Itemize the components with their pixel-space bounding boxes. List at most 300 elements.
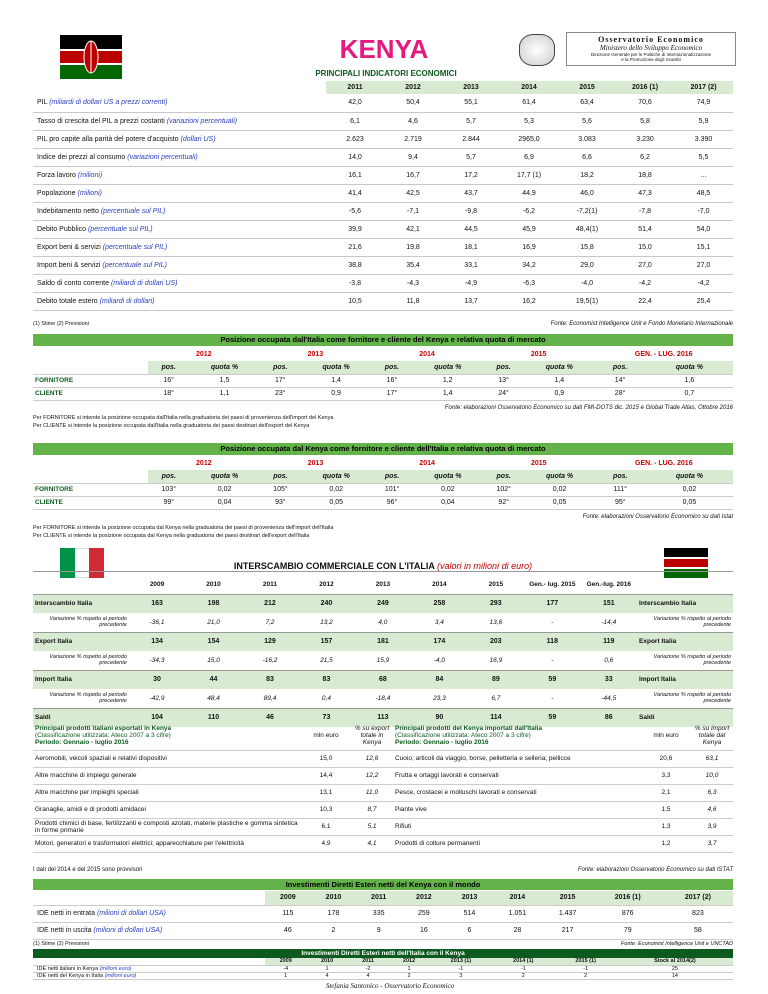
ide-row — [33, 905, 733, 922]
ide-value: -1 — [430, 965, 492, 972]
pos-value: 95° — [595, 496, 646, 509]
inter-var-value: 15,0 — [207, 656, 220, 664]
inter-value: 203 — [468, 632, 524, 651]
ide-value: -1 — [492, 965, 554, 972]
indicator-value: 4,6 — [384, 112, 442, 130]
pos-value: 101° — [371, 483, 413, 496]
product-left: Altre macchine di impiego generale — [33, 767, 301, 784]
indicator-value: -6,2 — [500, 202, 558, 220]
pos-value: 96° — [371, 496, 413, 509]
ide-value: -1 — [554, 965, 616, 972]
author-signature: Stefania Santonico - Osservatorio Economico — [325, 982, 455, 990]
indicator-name: Import beni & servizi — [37, 261, 101, 269]
inter-value: 157 — [298, 632, 354, 651]
pos-value: 0,02 — [646, 483, 733, 496]
inter-var-value: - — [551, 656, 554, 664]
indicator-name: Indice dei prezzi al consumo — [37, 153, 126, 161]
inter-row-label-right: Interscambio Italia — [637, 594, 733, 613]
product-right-share: 10,0 — [691, 767, 733, 784]
ide-year: 2014 — [492, 891, 542, 905]
pos-value: 16° — [148, 374, 189, 387]
indicator-value: 18,2 — [558, 166, 616, 184]
pos-italy-table — [33, 348, 733, 401]
product-right-value: 1,5 — [641, 801, 691, 818]
inter-value: 198 — [185, 594, 241, 613]
indicator-value: 21,6 — [326, 238, 384, 256]
indicator-value: 70,6 — [616, 94, 674, 112]
indicator-value: 5,9 — [674, 112, 733, 130]
ide-value: 14 — [617, 972, 733, 979]
pos-value: 0,02 — [301, 483, 371, 496]
ide-value: 25 — [617, 965, 733, 972]
pos-value: 1,5 — [189, 374, 259, 387]
inter-row — [33, 594, 733, 613]
col-exp: % su export totale in Kenya — [351, 722, 393, 750]
indicator-value: 51,4 — [616, 220, 674, 238]
indicator-value: 2965,0 — [500, 130, 558, 148]
product-left-value: 13,1 — [301, 784, 351, 801]
inter-value: 89 — [468, 670, 524, 689]
pos-value: 1,6 — [646, 374, 733, 387]
indicator-value: 34,2 — [500, 256, 558, 274]
inter-var-value: -16,2 — [262, 656, 278, 664]
ide-value: 3 — [430, 972, 492, 979]
indicator-unit: (milioni) — [77, 171, 103, 179]
indicator-value: 3.390 — [674, 130, 733, 148]
indicator-label — [33, 148, 326, 166]
pos-value: 28° — [594, 387, 645, 400]
indicator-value: 14,0 — [326, 148, 384, 166]
indicator-value: 16,1 — [326, 166, 384, 184]
pos-col: pos. — [594, 361, 645, 374]
product-row — [33, 750, 733, 767]
indicator-row — [33, 220, 733, 238]
pos-value: 0,05 — [524, 496, 594, 509]
pos-value: 1,4 — [524, 374, 594, 387]
inter-var-row — [33, 613, 733, 632]
indicator-value: -4,2 — [674, 274, 733, 292]
inter-row-label: Interscambio Italia — [33, 594, 129, 613]
ide-italy-banner: Investimenti Diretti Esteri netti dell'Italia con il Kenya — [33, 949, 733, 958]
pos-col: pos. — [483, 361, 524, 374]
indicator-unit: (variazioni percentuali) — [127, 153, 198, 161]
pos-value: 0,02 — [524, 483, 594, 496]
pos-value: 0,9 — [301, 387, 371, 400]
inter-value: 46 — [242, 708, 298, 727]
product-right-value: 20,6 — [641, 750, 691, 767]
inter-year: 2010 — [206, 580, 221, 588]
product-left-share: 8,7 — [351, 801, 393, 818]
pos-value: 16° — [371, 374, 412, 387]
ide-value: 16 — [401, 922, 447, 939]
indicator-value: -4,0 — [558, 274, 616, 292]
inter-value: 181 — [355, 632, 411, 651]
inter-value: 90 — [411, 708, 467, 727]
product-left-share: 5,1 — [351, 818, 393, 835]
product-left-share: 11,0 — [351, 784, 393, 801]
product-row — [33, 801, 733, 818]
pos-year: 2014 — [419, 351, 435, 358]
inter-var-value: -44,5 — [601, 694, 617, 702]
pos-value: 18° — [148, 387, 189, 400]
pos-row-label: FORNITORE — [33, 483, 148, 496]
indicator-label — [33, 238, 326, 256]
product-row — [33, 767, 733, 784]
var-label-left: Variazione % rispetto al periodo precedente — [49, 692, 127, 705]
product-right-share: 3,7 — [691, 835, 733, 852]
indicator-value: 44,9 — [500, 184, 558, 202]
ide-table — [33, 891, 733, 940]
indicator-value: 2.623 — [326, 130, 384, 148]
share-col: quota % — [646, 361, 733, 374]
blank-cell — [33, 575, 129, 594]
indicator-value: 5,5 — [674, 148, 733, 166]
pos-year: 2012 — [196, 351, 212, 358]
pos-col: pos. — [371, 361, 412, 374]
pos-year: 2013 — [307, 351, 324, 358]
inter-var-value: -14,4 — [601, 618, 617, 626]
ide-value: 79 — [593, 922, 663, 939]
inter-value: 129 — [242, 632, 298, 651]
indicator-label — [33, 256, 326, 274]
pos-col: pos. — [148, 361, 189, 374]
pos-value: 17° — [371, 387, 412, 400]
pos-kenya-note-1: Per FORNITORE si intende la posizione occupata dal Kenya nella graduatoria dei paesi di provenienza dell'import dell'Italia — [33, 525, 334, 531]
ide-value: 217 — [542, 922, 592, 939]
inter-value: 83 — [242, 670, 298, 689]
pos-row — [33, 496, 733, 509]
product-left-share: 12,6 — [351, 750, 393, 767]
ide-value: -4 — [265, 965, 306, 972]
pos-value: 99° — [148, 496, 190, 509]
inter-year-row — [33, 575, 733, 594]
ide-label: IDE netti italiani in Kenya (milioni euro) — [33, 965, 265, 972]
indicator-value: 22,4 — [616, 292, 674, 310]
indicator-value: 27,0 — [616, 256, 674, 274]
ide-value: 823 — [663, 905, 733, 922]
product-left: Granaglie, amidi e di prodotti amidacei — [33, 801, 301, 818]
inter-var-value: -18,4 — [375, 694, 391, 702]
inter-var-value: 0,6 — [604, 656, 614, 664]
inter-value: 249 — [355, 594, 411, 613]
pos-year: GEN. - LUG. 2016 — [635, 460, 693, 467]
ide-year: 2011 — [356, 891, 401, 905]
indicator-row — [33, 202, 733, 220]
share-col: quota % — [413, 361, 483, 374]
product-right-share: 63,1 — [691, 750, 733, 767]
indicator-value: … — [674, 166, 733, 184]
ide-year: 2011 — [348, 958, 389, 965]
ide-year: 2013 (1) — [430, 958, 492, 965]
product-left: Prodotti chimici di base, fertilizzanti e composti azotati, materie plastiche e gomma sintetica in forme primarie — [33, 818, 301, 835]
ide-year: 2014 (1) — [492, 958, 554, 965]
inter-var-value: 13,6 — [489, 618, 503, 626]
pos-sub-row — [33, 470, 733, 483]
blank-cell — [33, 470, 148, 483]
ide-value: 1.437 — [542, 905, 592, 922]
product-left: Altre macchine per impieghi speciali — [33, 784, 301, 801]
indicators-banner: PRINCIPALI INDICATORI ECONOMICI — [315, 69, 457, 78]
indicator-value: -5,6 — [326, 202, 384, 220]
inter-var-value: 4,0 — [378, 618, 388, 626]
indicator-row — [33, 292, 733, 310]
indicator-value: -7,1 — [384, 202, 442, 220]
indicator-value: 6,6 — [558, 148, 616, 166]
indicator-label — [33, 292, 326, 310]
indicator-value: 42,1 — [384, 220, 442, 238]
inter-value: 73 — [298, 708, 354, 727]
inter-var-value: 13,2 — [320, 618, 333, 626]
indicator-row — [33, 112, 733, 130]
var-label-right: Variazione % rispetto al periodo precedente — [653, 692, 731, 705]
pos-value: 0,04 — [190, 496, 260, 509]
indicator-value: 44,5 — [442, 220, 500, 238]
indicator-value: 18,8 — [616, 166, 674, 184]
blank-cell — [33, 348, 148, 361]
indicator-value: 54,0 — [674, 220, 733, 238]
ide-value: 178 — [311, 905, 357, 922]
inter-var-row — [33, 689, 733, 708]
product-row — [33, 784, 733, 801]
inter-var-value: 7,2 — [265, 618, 275, 626]
product-left-value: 15,0 — [301, 750, 351, 767]
inter-year: 2011 — [262, 580, 278, 588]
inter-row-label: Saldi — [33, 708, 129, 727]
pos-value: 0,9 — [524, 387, 594, 400]
inter-value: 86 — [581, 708, 637, 727]
inter-row-label: Export Italia — [33, 632, 129, 651]
inter-var-value: 3,4 — [434, 618, 444, 626]
product-right-value: 3,3 — [641, 767, 691, 784]
blank-cell — [637, 575, 733, 594]
indicator-value: 43,7 — [442, 184, 500, 202]
indicator-row — [33, 94, 733, 112]
ide-value: 28 — [492, 922, 542, 939]
inter-row-label-right: Import Italia — [637, 670, 733, 689]
indicator-value: 29,0 — [558, 256, 616, 274]
product-right-value: 1,2 — [641, 835, 691, 852]
indicator-unit: (miliardi di dollari US a prezzi correnti) — [49, 99, 168, 107]
indicator-value: 33,1 — [442, 256, 500, 274]
indicator-value: -6,3 — [500, 274, 558, 292]
indicator-value: 35,4 — [384, 256, 442, 274]
pos-italy-source: Fonte: elaborazioni Osservatorio Economico su dati FMI-DOTS dic. 2015 e Global Trade Atlas, Ottobre 2016 — [444, 405, 733, 411]
pos-kenya-note-2: Per CLIENTE si intende la posizione occupata dal Kenya nella graduatoria dei paesi destinari dell'export dell'Italia — [33, 533, 310, 539]
ide-label: IDE netti in entrata (milioni di dollari USA) — [33, 905, 265, 922]
inter-value: 119 — [581, 632, 637, 651]
indicator-value: -4,9 — [442, 274, 500, 292]
pos-value: 0,04 — [413, 496, 483, 509]
inter-value: 154 — [185, 632, 241, 651]
indicator-unit: (miliardi di dollari) — [99, 297, 155, 305]
indicator-name: Saldo di conto corrente — [37, 279, 109, 287]
inter-value: 104 — [129, 708, 185, 727]
pos-value: 92° — [483, 496, 525, 509]
indicator-row — [33, 238, 733, 256]
pos-value: 0,02 — [190, 483, 260, 496]
ide-year: 2009 — [265, 891, 311, 905]
product-right: Frutta e ortaggi lavorati e conservati — [393, 767, 641, 784]
indicator-value: 17,7 (1) — [500, 166, 558, 184]
indicators-header: 2011 2012 2013 2014 2015 2016 (1) 2017 (2) — [33, 81, 733, 94]
inter-var-value: 0,4 — [321, 694, 331, 702]
indicator-row — [33, 130, 733, 148]
indicator-unit: (dollari US) — [180, 135, 216, 143]
product-left-value: 14,4 — [301, 767, 351, 784]
indicator-value: 5,3 — [500, 112, 558, 130]
indicator-name: Export beni & servizi — [37, 243, 101, 251]
ide-value: 4 — [306, 972, 347, 979]
pos-row — [33, 387, 733, 400]
ide-row — [33, 965, 733, 972]
product-left-value: 10,3 — [301, 801, 351, 818]
inter-year: Gen.-lug. 2016 — [586, 580, 632, 588]
indicator-value: 16,7 — [384, 166, 442, 184]
ide-year: 2015 — [542, 891, 592, 905]
pos-sub-row — [33, 361, 733, 374]
product-left: Motori, generatori e trasformatori elettrici; apparecchiature per l'elettricità — [33, 835, 301, 852]
inter-year: 2013 — [375, 580, 391, 588]
inter-var-value: - — [551, 694, 554, 702]
indicator-row — [33, 256, 733, 274]
indicators-footnote: (1) Stime (2) Previsioni — [33, 321, 89, 327]
indicator-value: 50,4 — [384, 94, 442, 112]
products-head-right: Principali prodotti del Kenya importati dall'Italia (Classificazione utilizzata: Ateco 2007 a 3 cifre) Periodo: Gennaio - luglio 2016 — [393, 722, 641, 750]
indicator-unit: (percentuale sul PIL) — [100, 207, 166, 215]
pos-col: pos. — [148, 470, 190, 483]
pos-value: 1,1 — [189, 387, 259, 400]
inter-row-label-right: Saldi — [637, 708, 733, 727]
ide-year: 2009 — [265, 958, 306, 965]
inter-year: 2012 — [319, 580, 334, 588]
indicator-value: 41,4 — [326, 184, 384, 202]
ide-value: 876 — [593, 905, 663, 922]
pos-value: 111° — [595, 483, 646, 496]
indicators-table — [33, 81, 733, 311]
inter-row — [33, 670, 733, 689]
inter-value: 293 — [468, 594, 524, 613]
product-right-share: 3,9 — [691, 818, 733, 835]
pos-value: 14° — [594, 374, 645, 387]
share-col: quota % — [646, 470, 733, 483]
inter-value: 151 — [581, 594, 637, 613]
inter-year: Gen.- lug. 2015 — [529, 580, 576, 588]
col-mln-right: mln euro — [641, 722, 691, 750]
indicator-name: Tasso di crescita del PIL a prezzi costanti — [37, 117, 165, 125]
indicator-value: 19,5(1) — [558, 292, 616, 310]
blank-cell — [33, 891, 265, 905]
inter-var-value: 16,9 — [489, 656, 503, 664]
pos-value: 17° — [260, 374, 301, 387]
ide-year-row — [33, 891, 733, 905]
indicator-name: Debito totale estero — [37, 297, 98, 305]
products-source: Fonte: elaborazioni Osservatorio Economico su dati ISTAT — [577, 867, 733, 873]
ide-label: IDE netti in uscita (milioni di dollari USA) — [33, 922, 265, 939]
indicator-value: 27,0 — [674, 256, 733, 274]
indicator-value: 39,9 — [326, 220, 384, 238]
inter-var-value: -34,3 — [149, 656, 165, 664]
indicator-value: 48,4(1) — [558, 220, 616, 238]
product-right: Cuoio; articoli da viaggio, borse, pelletteria e selleria; pellicce — [393, 750, 641, 767]
indicator-label — [33, 112, 326, 130]
pos-italy-note-2: Per CLIENTE si intende la posizione occupata dall'Italia nella graduatoria dei paesi destinari dell'export del Kenya — [33, 423, 310, 429]
inter-year: 2014 — [432, 580, 447, 588]
indicator-unit: (variazioni percentuali) — [166, 117, 238, 125]
indicator-value: 5,8 — [616, 112, 674, 130]
var-label-right: Variazione % rispetto al periodo precedente — [653, 616, 731, 629]
ide-value: 46 — [265, 922, 311, 939]
share-col: quota % — [524, 470, 594, 483]
ide-value: 2 — [554, 972, 616, 979]
indicator-unit: (percentuale sul PIL) — [102, 261, 167, 269]
indicator-value: 74,9 — [674, 94, 733, 112]
indicator-value: 2.719 — [384, 130, 442, 148]
pos-row — [33, 483, 733, 496]
inter-value: 30 — [129, 670, 185, 689]
product-row — [33, 818, 733, 835]
ide-value: 2 — [388, 972, 429, 979]
ide-source-line: (1) Stime (2) Previsioni Fonte: Economist Intelligence Unit e UNCTAD — [33, 941, 733, 947]
indicator-unit: (percentuale sul PIL) — [102, 243, 168, 251]
indicator-value: -4,2 — [616, 274, 674, 292]
product-right-value: 1,3 — [641, 818, 691, 835]
product-left: Aeromobili, veicoli spaziali e relativi dispositivi — [33, 750, 301, 767]
indicator-name: PIL pro capite alla parità del potere d'acquisto — [37, 135, 179, 143]
indicator-value: 18,1 — [442, 238, 500, 256]
var-label-left: Variazione % rispetto al periodo precedente — [49, 616, 127, 629]
ide-year: 2015 (1) — [554, 958, 616, 965]
ide-value: 6 — [447, 922, 493, 939]
pos-row-label: CLIENTE — [33, 387, 148, 400]
indicator-value: 16,9 — [500, 238, 558, 256]
product-right-share: 6,3 — [691, 784, 733, 801]
ide-value: -2 — [348, 965, 389, 972]
pos-value: 0,7 — [646, 387, 733, 400]
ide-year: 2010 — [306, 958, 347, 965]
var-label-left: Variazione % rispetto al periodo precedente — [49, 654, 127, 667]
interscambio-table — [33, 575, 733, 727]
inter-row-label: Import Italia — [33, 670, 129, 689]
share-col: quota % — [190, 470, 260, 483]
inter-value: 174 — [411, 632, 467, 651]
inter-value: 118 — [524, 632, 580, 651]
page-title: KENYA — [339, 34, 429, 64]
inter-var-value: 23,3 — [433, 694, 446, 702]
indicator-value: -3,8 — [326, 274, 384, 292]
ide-value: 4 — [348, 972, 389, 979]
inter-value: 114 — [468, 708, 524, 727]
inter-var-value: - — [551, 618, 554, 626]
inter-var-value: 89,4 — [263, 694, 277, 702]
indicator-value: 15,0 — [616, 238, 674, 256]
pos-value: 103° — [148, 483, 190, 496]
ide-value: 335 — [356, 905, 401, 922]
indicator-label — [33, 94, 326, 112]
indicator-value: 3.230 — [616, 130, 674, 148]
share-col: quota % — [524, 361, 594, 374]
pos-col: pos. — [260, 361, 301, 374]
emblem-icon — [519, 34, 555, 66]
indicator-name: Indebitamento netto — [37, 207, 99, 215]
share-col: quota % — [301, 361, 371, 374]
ide-year: 2017 (2) — [663, 891, 733, 905]
indicator-value: 63,4 — [558, 94, 616, 112]
ide-banner: Investimenti Diretti Esteri netti del Kenya con il mondo — [33, 879, 733, 890]
product-right-value: 2,1 — [641, 784, 691, 801]
pos-italy-note-1: Per FORNITORE si intende la posizione occupata dall'Italia nella graduatoria dei paesi di provenienza dell'import del Kenya — [33, 415, 334, 421]
ide-year: 2012 — [388, 958, 429, 965]
indicator-value: -7,2(1) — [558, 202, 616, 220]
